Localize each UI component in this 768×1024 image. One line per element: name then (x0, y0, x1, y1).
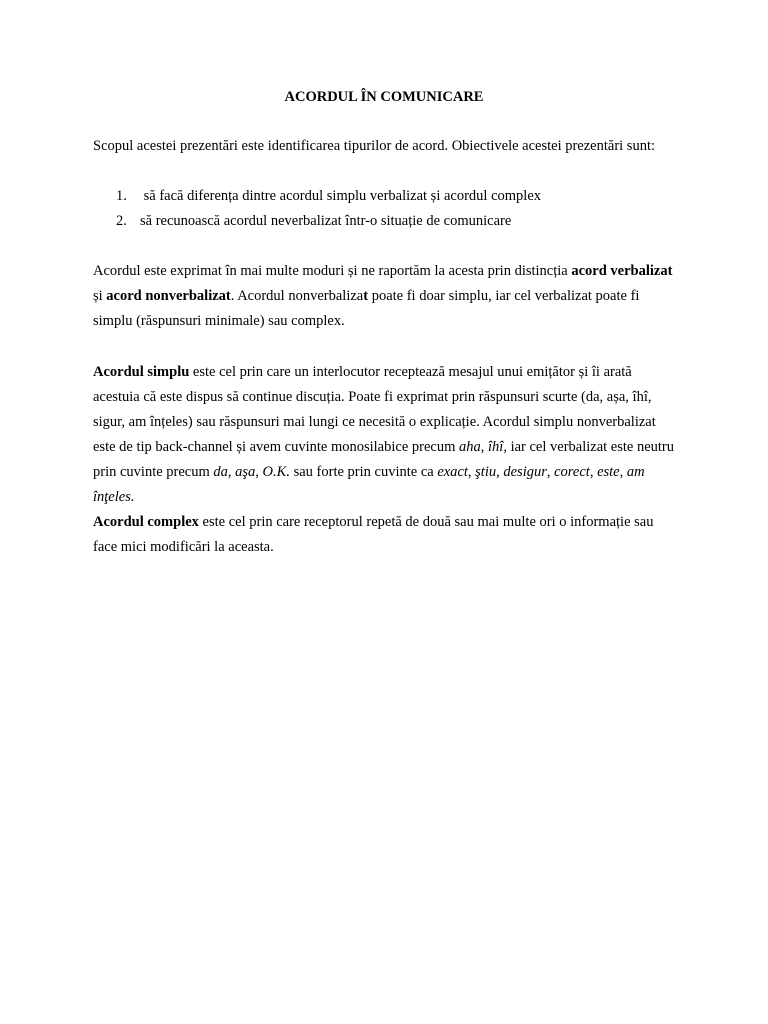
page-title: ACORDUL ÎN COMUNICARE (284, 89, 484, 105)
term-acordul-complex: Acordul complex (93, 514, 199, 530)
acord-simplu-paragraph (93, 360, 675, 510)
list-item-number: 1. (116, 188, 127, 204)
intro-paragraph: Scopul acestei prezentări este identificarea tipurilor de acord. Obiectivele acestei prezentări sunt: (93, 138, 656, 154)
paragraph-text: . Acordul nonverbaliza (230, 288, 364, 304)
example-word: am înţeles. (93, 464, 645, 505)
example-word: aşa (235, 464, 256, 480)
list-item (93, 209, 675, 234)
example-word: desigur (503, 464, 547, 480)
acord-paragraph (93, 259, 675, 334)
paragraph-text: , (227, 464, 236, 480)
example-word: îhî (488, 439, 504, 455)
term-acord-nonverbalizat: acord nonverbalizat (106, 288, 231, 304)
list-item-number: 2. (116, 213, 127, 229)
bold-letter: t (363, 288, 369, 304)
example-word: ştiu (475, 464, 497, 480)
example-word: este (597, 464, 620, 480)
list-item-text: să recunoască acordul neverbalizat într-o situație de comunicare (140, 213, 512, 229)
paragraph-text: , (619, 464, 627, 480)
paragraph-text: , (589, 464, 598, 480)
paragraph-text: , (480, 439, 488, 455)
term-acord-verbalizat: acord verbalizat (571, 263, 673, 279)
paragraph-text: , (467, 464, 476, 480)
list-item (93, 184, 675, 209)
paragraph-text: este cel prin care receptorul repetă de două sau mai multe ori o informație sau face mici modificări la aceasta. (93, 514, 654, 555)
paragraph-text: poate fi doar simplu, iar cel verbalizat poate fi simplu (răspunsuri minimale) sau complex. (93, 288, 640, 329)
acord-complex-paragraph (93, 510, 675, 560)
paragraph-text: , iar cel verbalizat este neutru prin cuvinte precum (93, 439, 674, 480)
paragraph-text: sau forte prin cuvinte ca (289, 464, 438, 480)
paragraph-text: , (255, 464, 263, 480)
example-word: exact (437, 464, 468, 480)
example-word: aha (459, 439, 481, 455)
example-word: corect (554, 464, 590, 480)
paragraph-text: Acordul este exprimat în mai multe moduri și ne raportăm la acesta prin distincția (93, 263, 572, 279)
paragraph-text: și (93, 288, 107, 304)
list-item-text: să facă diferența dintre acordul simplu verbalizat și acordul complex (140, 188, 542, 204)
example-word: da (213, 464, 228, 480)
example-word: O.K. (262, 464, 290, 480)
paragraph-text: , (496, 464, 504, 480)
paragraph-text: este cel prin care un interlocutor receptează mesajul unui emițător și îi arată acestuia că este dispus să continue discuția. Poate fi exprimat prin răspunsuri scurte (da, așa, îhî, sigur, am înțeles) sau răspunsuri mai lungi ce necesită o explicație. Acordul simplu nonverbalizat este de tip back-channel și avem cuvinte monosilabice precum (93, 364, 656, 455)
term-acordul-simplu: Acordul simplu (93, 364, 190, 380)
paragraph-text: , (546, 464, 555, 480)
objectives-list (93, 184, 675, 234)
